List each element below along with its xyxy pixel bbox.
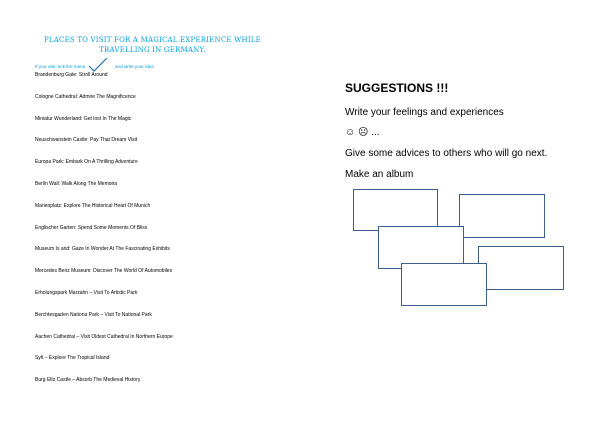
list-item: Mercedes Benz Museum: Discover The World Of Automobiles: [35, 268, 173, 275]
list-item: Berchtesgaden Nationa Park – Visit To National Park: [35, 311, 152, 318]
advice-prompt: Give some advices to others who will go next.: [345, 148, 548, 159]
page-title: PLACES TO VISIT FOR A MAGICAL EXPERIENCE WHILE TRAVELLING IN GERMANY.: [44, 36, 261, 54]
list-item: Miniatur Wunderland: Get lost In The Magic: [35, 115, 132, 122]
emoji-line: ☺ ☹ ...: [345, 127, 380, 138]
album-photo-frame[interactable]: [353, 189, 438, 231]
instruction-text-end: and write your idea: [115, 64, 154, 69]
list-item: Sylt – Explore The Tropical Island: [35, 355, 110, 362]
list-item: Burg Eltz Castle – Absorb The Medieval History: [35, 377, 141, 384]
instruction-text-start: If you visit, tick the name: [35, 64, 86, 69]
feelings-prompt: Write your feelings and experiences: [345, 107, 504, 118]
list-item: Europa Park: Embark On A Thrilling Adventure: [35, 159, 138, 166]
album-photo-frame[interactable]: [401, 263, 487, 306]
list-item: Erholungspark Marzahn – Visit To Artistic Park: [35, 289, 138, 296]
list-item: Brandenburg Gate: Stroll Around: [35, 72, 108, 78]
album-prompt: Make an album: [345, 169, 414, 180]
list-item: Englischer Garten: Spend Some Moments Of Bliss: [35, 224, 148, 231]
album-photo-frame[interactable]: [459, 194, 545, 238]
suggestions-heading: SUGGESTIONS !!!: [345, 81, 449, 95]
list-item: Neuschwanstein Castle: Pay That Dream Visit: [35, 137, 138, 144]
album-photo-frame[interactable]: [478, 246, 564, 290]
list-item: Aachen Cathedral – Visit Oldest Cathedral In Northern Europe: [35, 333, 173, 340]
list-item: Museum Is and: Gaze In Wonder At The Fascinating Exhibits: [35, 246, 170, 253]
list-item: Berlin Wall: Walk Along The Memoria: [35, 180, 118, 187]
list-item: Marienplatz: Explore The Historical Heart Of Munich: [35, 202, 151, 209]
list-item: Cologne Cathedral: Admire The Magnificence: [35, 93, 136, 100]
checkmark-icon: [87, 57, 109, 73]
places-list: [35, 72, 295, 399]
